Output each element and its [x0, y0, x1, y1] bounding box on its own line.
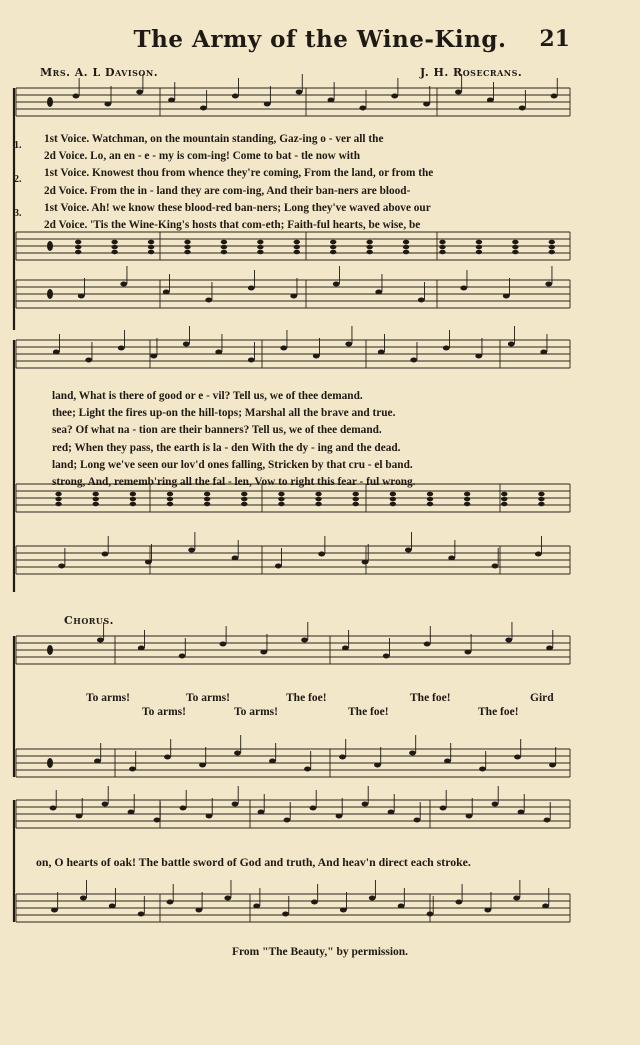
- chorus-label: Chorus.: [64, 614, 115, 627]
- chorus-word: The foe!: [478, 706, 519, 718]
- lyric-line: 1st Voice. Watchman, on the mountain standing, Gaz-ing o - ver all the: [44, 133, 384, 145]
- lyric-line: 2d Voice. From the in - land they are com-ing, And their ban-ners are blood-: [44, 184, 411, 197]
- lyric-line: land, What is there of good or e - vil? Tell us, we of thee demand.: [52, 390, 363, 402]
- lyric-line: 2d Voice. 'Tis the Wine-King's hosts that com-eth; Faith-ful hearts, be wise, be: [44, 219, 421, 232]
- chorus-word: The foe!: [286, 692, 327, 704]
- chorus-word: To arms!: [86, 692, 130, 704]
- lyric-line: 1st Voice. Ah! we know these blood-red ban-ners; Long they've waved above our: [44, 201, 431, 214]
- chorus-word: The foe!: [348, 706, 389, 718]
- chorus-word: To arms!: [186, 692, 230, 704]
- hymn-title: The Army of the Wine-King.: [133, 26, 507, 53]
- verse-number: 2.: [14, 174, 22, 185]
- verse-lyrics-system-2: [52, 388, 582, 491]
- verse-number: 1.: [14, 140, 22, 151]
- chorus-word: Gird: [530, 692, 554, 704]
- footer-permission: From "The Beauty," by permission.: [231, 946, 409, 958]
- page-number: 21: [539, 26, 570, 52]
- lyric-line: strong, And, rememb'ring all the fal - len, Vow to right this fear - ful wrong.: [52, 476, 416, 489]
- lyric-line: thee; Light the fires up-on the hill-tops; Marshal all the brave and true.: [52, 407, 396, 420]
- verse-lyrics-system-1: [44, 131, 574, 234]
- lyric-line: sea? Of what na - tion are their banners? Tell us, we of thee demand.: [52, 424, 382, 437]
- chorus-word: To arms!: [234, 706, 278, 718]
- chorus-final-line: on, O hearts of oak! The battle sword of God and truth, And heav'n direct each stroke.: [36, 855, 471, 869]
- chorus-word: To arms!: [142, 706, 186, 718]
- lyric-line: red; When they pass, the earth is la - den With the dy - ing and the dead.: [52, 441, 401, 454]
- lyricist-credit: Mrs. A. L Davison.: [40, 66, 159, 79]
- lyric-line: 1st Voice. Knowest thou from whence they're coming, From the land, or from the: [44, 167, 434, 180]
- lyric-line: land; Long we've seen our lov'd ones falling, Stricken by that cru - el band.: [52, 458, 413, 471]
- lyric-line: 2d Voice. Lo, an en - e - my is com-ing! Come to bat - tle now with: [44, 150, 360, 163]
- chorus-word: The foe!: [410, 692, 451, 704]
- verse-number: 3.: [14, 208, 22, 219]
- composer-credit: J. H. Rosecrans.: [420, 66, 523, 79]
